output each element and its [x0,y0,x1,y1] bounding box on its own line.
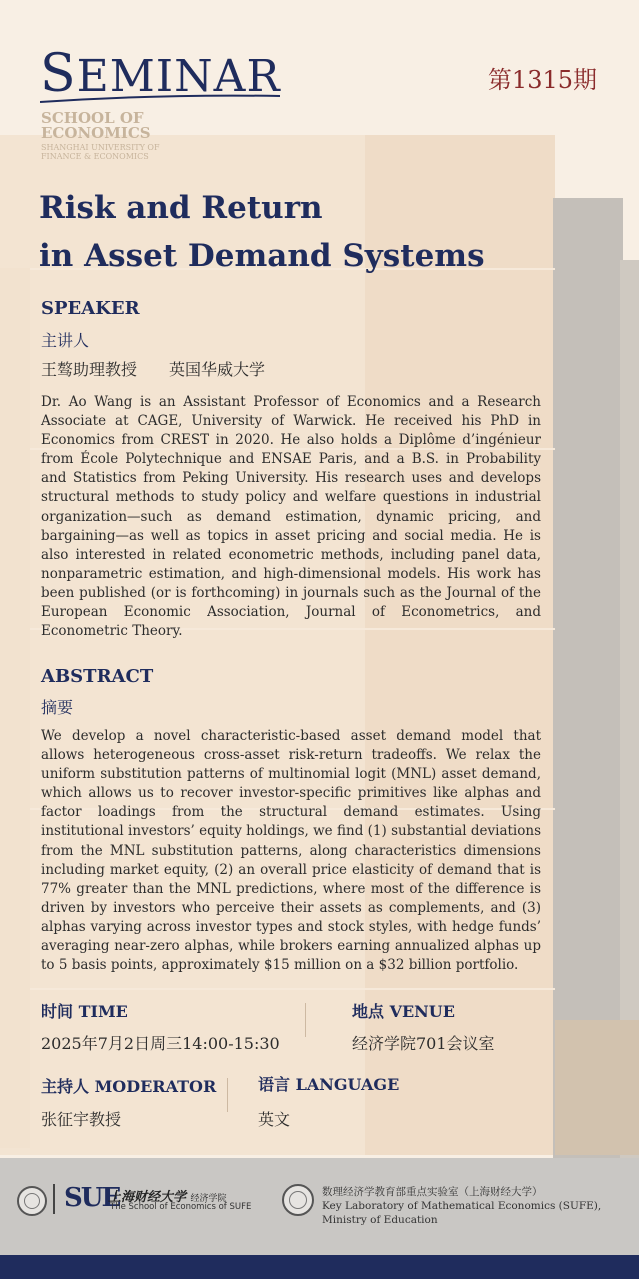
abstract-heading-cn: 摘要 [41,698,74,717]
speaker-bio: Dr. Ao Wang is an Assistant Professor of Economics and a Research Associate at CAGE, University of Warwick. He received his PhD in Economics from CREST in 2020. He also holds a Diplôme d’ingénieur from École Polytechnique and ENSAE Paris, and a B.S. in Probability and Statistics from Peking University. His research uses and develops structural methods to study policy and welfare questions in industrial organization—such as demand estimation, dynamic pricing, and bargaining—as well as topics in asset pricing and social media. He is also interested in related econometric methods, including panel data, nonparametric estimation, and high-dimensional models. His work has been published (or is forthcoming) in journals such as the Journal of the European Economic Association, Journal of Econometrics, and Econometric Theory. [41,394,541,640]
divider [53,1184,55,1214]
moderator-value: 张征宇教授 [41,1110,122,1129]
venue-label: 地点 VENUE [352,1002,455,1021]
school-subtitle: SHANGHAI UNIVERSITY OF FINANCE & ECONOMICS [41,143,160,161]
seminar-title: SEMINAR [40,44,281,104]
speaker-name-line [41,357,265,380]
school-name-cn: 上海财经大学 经济学院 [108,1190,227,1205]
time-value: 2025年7月2日周三14:00-15:30 [41,1034,280,1053]
venue-value: 经济学院701会议室 [352,1034,495,1053]
time-label: 时间 TIME [41,1002,128,1021]
language-label: 语言 LANGUAGE [258,1075,400,1094]
divider [305,1003,306,1037]
abstract-text: We develop a novel characteristic-based asset demand model that allows heterogeneous cross-asset risk-return tradeoffs. We relax the uniform substitution patterns of multinomial logit (MNL) asset demand, which allows us to recover investor-specific primitives like alphas and factor loadings from the structural demand estimates. Using institutional investors’ equity holdings, we find (1) substantial deviations from the MNL substitution patterns, along characteristics dimensions including market equity, (2) an overall price elasticity of demand that is 77% greater than the MNL predictions, where most of the difference is driven by investors who perceive their assets as complements, and (3) alphas varying across investor types and stock styles, with hedge funds’ averaging near-zero alphas, while brokers earning annualized alphas up to 5 basis points, approximately $15 million on a $32 billion portfolio. [41,728,541,974]
building-stripe [30,988,555,990]
abstract-heading: ABSTRACT [41,666,154,687]
school-name: SCHOOL OF ECONOMICS [41,109,151,142]
lab-name: 数理经济学教育部重点实验室（上海财经大学） Key Laboratory of Mathematical Economics (SUFE), Ministry of Education [322,1186,602,1226]
building-shape [553,198,623,1158]
language-value: 英文 [258,1110,291,1129]
school-name-en: The School of Economics of SUFE [110,1202,252,1212]
building-shape [0,268,30,1148]
lab-seal-icon [282,1184,314,1216]
footer-bar [0,1255,639,1279]
speaker-heading-cn: 主讲人 [41,331,90,350]
speaker-affiliation: 英国华威大学 [169,360,266,379]
divider [227,1078,228,1112]
issue-number: 第1315期 [487,66,597,94]
moderator-label: 主持人 MODERATOR [41,1077,217,1096]
speaker-name: 王骜助理教授 [41,360,138,379]
talk-title: Risk and Return in Asset Demand Systems [39,190,485,274]
sufe-logo: SUE [64,1183,120,1213]
title-swoosh [40,92,280,104]
building-shape [555,1020,639,1155]
university-seal-icon [17,1186,47,1216]
speaker-heading: SPEAKER [41,298,140,319]
